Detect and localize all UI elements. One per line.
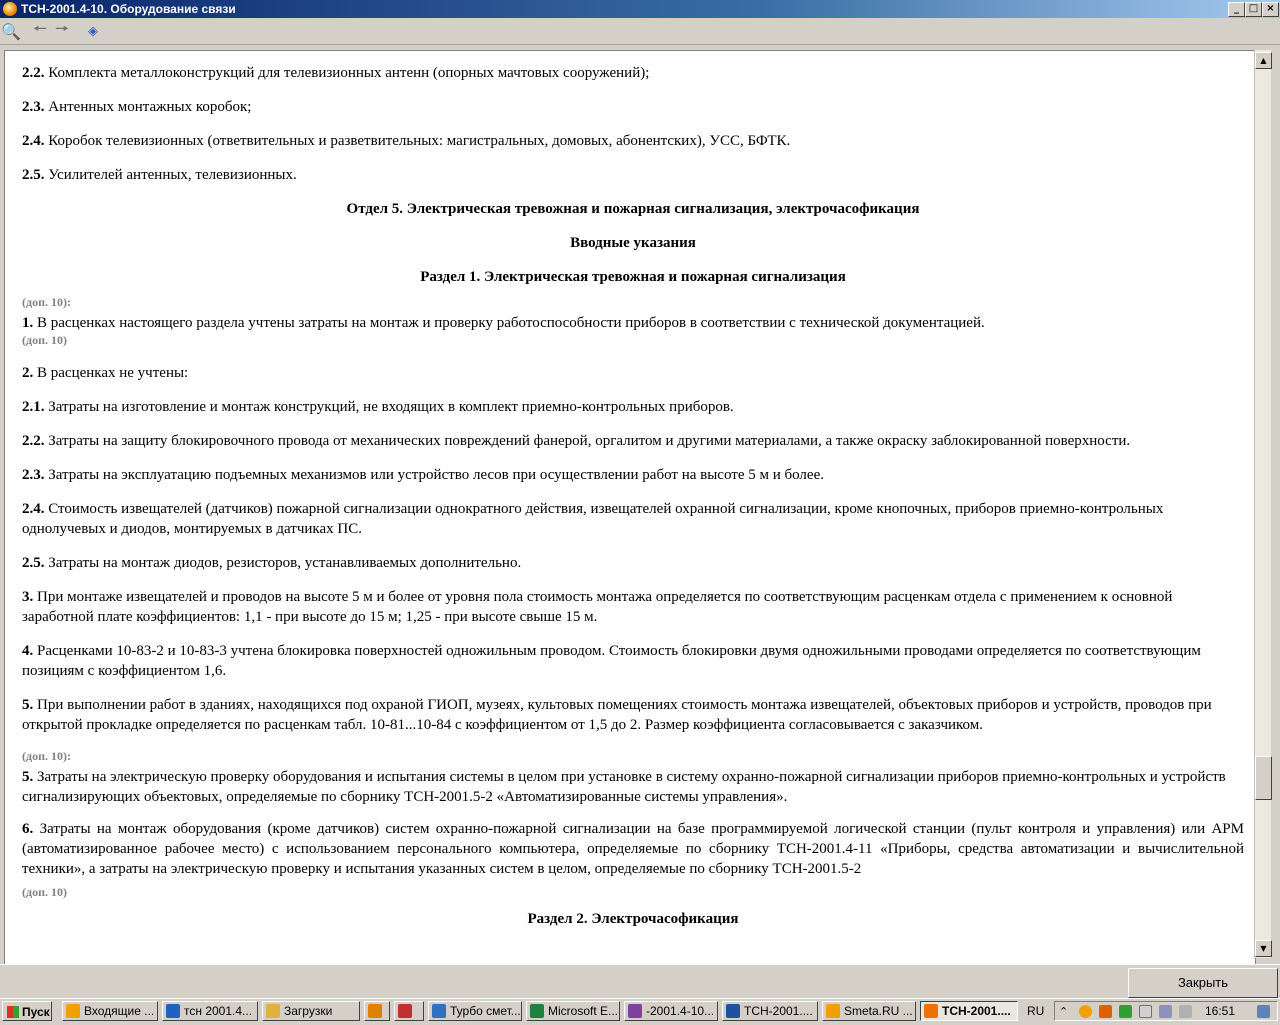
paragraph-number: 2.2. <box>22 433 45 449</box>
paragraph-number: 2.5. <box>22 167 45 183</box>
paragraph-text: Расценками 10-83-2 и 10-83-3 учтена блокировка поверхностей одножильным проводом. Стоимость блокировки двумя одножильными проводами определяется по соответствующим позициям с коэффициентом 1,6. <box>22 643 1201 679</box>
scroll-up-button[interactable]: ▲ <box>1255 52 1272 69</box>
tray-security-icon[interactable] <box>1119 1005 1132 1018</box>
paragraph-number: 5. <box>22 769 34 785</box>
calculator-icon <box>398 1004 412 1018</box>
section-heading: Раздел 1. Электрическая тревожная и пожарная сигнализация <box>420 269 846 285</box>
paragraph-text: Усилителей антенных, телевизионных. <box>44 167 297 183</box>
volume-icon[interactable] <box>1179 1005 1192 1018</box>
document-paragraph <box>22 553 1244 573</box>
taskbar-button-label: тсн 2001.4... <box>184 1004 253 1018</box>
document-paragraph <box>22 97 1244 117</box>
taskbar-button-label: Microsoft E... <box>548 1004 619 1018</box>
toolbar <box>0 18 1280 45</box>
paragraph-text: В расценках настоящего раздела учтены затраты на монтаж и проверку работоспособности приборов в соответствии с технической документацией. <box>33 315 985 331</box>
system-tray <box>1027 1001 1278 1021</box>
document-paragraph <box>22 641 1244 681</box>
taskbar-button[interactable] <box>394 1001 424 1021</box>
document-paragraph <box>22 313 1244 333</box>
paragraph-text: Коробок телевизионных (ответвительных и разветвительных: магистральных, домовых, абонентских), УСС, БФТК. <box>44 133 791 149</box>
paragraph-number: 2.2. <box>22 65 45 81</box>
title-bar <box>0 0 1280 18</box>
search-icon[interactable]: 🔍 <box>1 21 21 41</box>
app-icon <box>3 2 17 16</box>
paragraph-text: При монтаже извещателей и проводов на высоте 5 м и более от уровня пола стоимость монтажа определяется по соответствующим расценкам отдела с применением к основной заработной плате коэффициентов: 1,1 - при высоте до 15 м; 1,25 - при высоте свыше 15 м. <box>22 589 1173 625</box>
info-icon[interactable]: ◈ <box>88 23 98 39</box>
close-window-button[interactable]: × <box>1262 2 1279 17</box>
close-button[interactable]: Закрыть <box>1128 968 1278 998</box>
taskbar-button[interactable] <box>364 1001 390 1021</box>
section-heading: Вводные указания <box>570 235 696 251</box>
paragraph-number: 2.3. <box>22 99 45 115</box>
paragraph-text: Затраты на эксплуатацию подъемных механизмов или устройство лесов при осуществлении работ на высоте 5 м и более. <box>44 467 824 483</box>
document-paragraph <box>22 397 1244 417</box>
document-paragraph <box>22 63 1244 83</box>
flag-icon[interactable] <box>1139 1005 1152 1018</box>
document-paragraph <box>22 819 1244 879</box>
taskbar-button-label: ТСН-2001.... <box>744 1004 813 1018</box>
document-view <box>4 50 1256 966</box>
paragraph-number: 5. <box>22 697 34 713</box>
tray-update-icon[interactable] <box>1099 1005 1112 1018</box>
taskbar-button[interactable] <box>162 1001 258 1021</box>
smeta-icon <box>826 1004 840 1018</box>
taskbar-button-label: -2001.4-10... <box>646 1004 715 1018</box>
paragraph-number: 2.5. <box>22 555 45 571</box>
document-paragraph <box>22 767 1244 807</box>
taskbar-button[interactable] <box>624 1001 718 1021</box>
tray-expand-icon[interactable]: ⌃ <box>1059 1005 1069 1018</box>
document-paragraph <box>22 431 1244 451</box>
document-paragraph <box>22 165 1244 185</box>
scroll-down-button[interactable]: ▼ <box>1255 940 1272 957</box>
paragraph-text: Затраты на монтаж оборудования (кроме датчиков) систем охранно-пожарной сигнализации на базе программируемой логической станции (пульт контроля и управления) или АРМ (автоматизированное рабочее место) с использованием персонального компьютера, определяемые по сборнику ТСН-2001.4-11 «Приборы, средства автоматизации и вычислительной техники», а затраты на электрическую проверку и испытания указанных систем в целом, определяемые по сборнику ТСН-2001.5-2 <box>22 821 1244 877</box>
paragraph-text: Затраты на защиту блокировочного провода от механических повреждений фанерой, оргалитом и другими материалами, а также окраску заблокированной поверхности. <box>44 433 1131 449</box>
document-paragraph <box>22 695 1244 735</box>
taskbar-button[interactable] <box>428 1001 522 1021</box>
back-arrow-icon[interactable]: 🠔 <box>32 18 47 38</box>
document-paragraph <box>22 587 1244 627</box>
paragraph-text: Антенных монтажных коробок; <box>44 99 252 115</box>
taskbar-button[interactable] <box>262 1001 360 1021</box>
window-title: ТСН-2001.4-10. Оборудование связи <box>21 2 236 16</box>
paragraph-text: Стоимость извещателей (датчиков) пожарной сигнализации однократного действия, извещателей охранной сигнализации, кроме кнопочных, приборов приемно-контрольных однолучевых и диодов, монтируемых в датчиках ПС. <box>22 501 1164 537</box>
document-paragraph <box>22 499 1244 539</box>
document-paragraph <box>22 363 1244 383</box>
paragraph-text: При выполнении работ в зданиях, находящихся под охраной ГИОП, музеях, культовых помещениях стоимость монтажа извещателей, объектовых приборов и устройств, проводов при открытой прокладке определяется по расценкам табл. 10-81...10-84 с коэффициентом от 1,5 до 2. Размер коэффициента согласовывается с заказчиком. <box>22 697 1212 733</box>
windows-logo-icon <box>7 1006 19 1018</box>
paragraph-text: Комплекта металлоконструкций для телевизионных антенн (опорных мачтовых сооружений); <box>44 65 650 81</box>
scroll-thumb[interactable] <box>1255 756 1272 800</box>
paragraph-text: В расценках не учтены: <box>33 365 189 381</box>
app-icon <box>432 1004 446 1018</box>
vertical-scrollbar[interactable] <box>1254 50 1271 958</box>
amendment-note: (доп. 10): <box>22 295 71 309</box>
taskbar-button-label: Загрузки <box>284 1004 333 1018</box>
taskbar-button-label: ТСН-2001.... <box>942 1004 1011 1018</box>
excel-icon <box>530 1004 544 1018</box>
paragraph-number: 2.4. <box>22 133 45 149</box>
amendment-note: (доп. 10) <box>22 333 67 347</box>
minimize-button[interactable]: _ <box>1228 2 1245 17</box>
amendment-note: (доп. 10): <box>22 749 71 763</box>
start-button[interactable] <box>2 1001 52 1021</box>
paragraph-text: Затраты на электрическую проверку оборудования и испытания системы в целом при установке в систему охранно-пожарной сигнализации приборов приемно-контрольных и устройств сигнализирующих объектовых, определяемые по сборнику ТСН-2001.5-2 «Автоматизированные системы управления». <box>22 769 1226 805</box>
taskbar-button[interactable] <box>526 1001 620 1021</box>
section-heading: Раздел 2. Электрочасофикация <box>527 911 739 927</box>
paragraph-number: 6. <box>22 821 34 837</box>
amendment-note: (доп. 10) <box>22 885 67 899</box>
taskbar-button[interactable] <box>722 1001 818 1021</box>
taskbar-button[interactable] <box>920 1001 1018 1021</box>
tray-app-icon[interactable] <box>1079 1005 1092 1018</box>
taskbar-button-label: Турбо смет... <box>450 1004 521 1018</box>
start-label: Пуск <box>22 1005 50 1019</box>
document-paragraph <box>22 465 1244 485</box>
button-bar <box>0 964 1280 999</box>
maximize-button[interactable]: □ <box>1245 2 1262 17</box>
word-icon <box>726 1004 740 1018</box>
ie-icon <box>166 1004 180 1018</box>
paragraph-number: 1. <box>22 315 34 331</box>
paragraph-number: 2.4. <box>22 501 45 517</box>
document-paragraph <box>22 131 1244 151</box>
paragraph-number: 2. <box>22 365 34 381</box>
show-desktop-icon[interactable] <box>1257 1005 1270 1018</box>
paragraph-number: 4. <box>22 643 34 659</box>
forward-arrow-icon[interactable]: 🠖 <box>54 18 69 38</box>
paragraph-text: Затраты на изготовление и монтаж конструкций, не входящих в комплект приемно-контрольных приборов. <box>44 399 734 415</box>
archive-icon <box>628 1004 642 1018</box>
clock[interactable]: 16:51 <box>1205 1004 1236 1018</box>
taskbar-button[interactable] <box>62 1001 158 1021</box>
media-icon <box>368 1004 382 1018</box>
taskbar-button-label: Smeta.RU ... <box>844 1004 913 1018</box>
language-indicator[interactable]: RU <box>1027 1004 1045 1018</box>
taskbar-button[interactable] <box>822 1001 916 1021</box>
paragraph-text: Затраты на монтаж диодов, резисторов, устанавливаемых дополнительно. <box>44 555 522 571</box>
paragraph-number: 3. <box>22 589 34 605</box>
active-app-icon <box>924 1004 938 1018</box>
paragraph-number: 2.1. <box>22 399 45 415</box>
folder-icon <box>266 1004 280 1018</box>
taskbar <box>0 998 1280 1025</box>
network-icon[interactable] <box>1159 1005 1172 1018</box>
section-heading: Отдел 5. Электрическая тревожная и пожарная сигнализация, электрочасофикация <box>346 201 920 217</box>
taskbar-button-label: Входящие ... <box>84 1004 155 1018</box>
browser-icon <box>66 1004 80 1018</box>
paragraph-number: 2.3. <box>22 467 45 483</box>
